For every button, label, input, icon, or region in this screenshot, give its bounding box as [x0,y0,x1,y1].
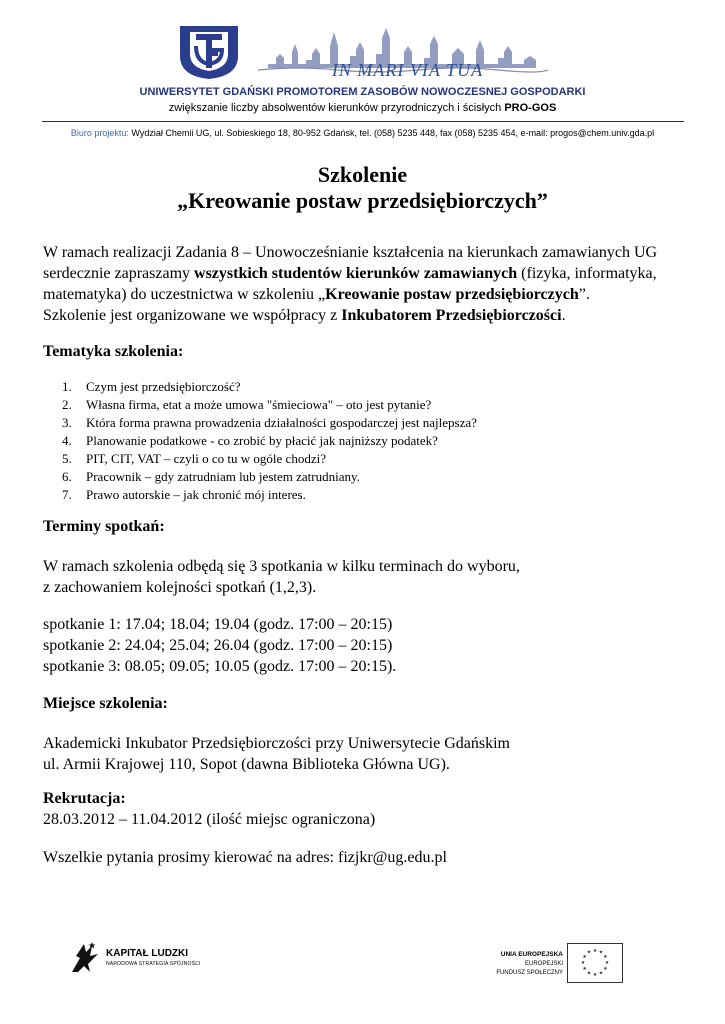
list-item-text: Planowanie podatkowe - co zrobić by płacić jak najniższy podatek? [86,433,438,448]
topics-heading: Tematyka szkolenia: [43,343,184,360]
svg-text:★: ★ [582,954,587,960]
list-item-number: 3. [62,415,72,430]
intro-bold: Inkubatorem Przedsiębiorczości [341,307,562,324]
project-subtitle [0,102,725,114]
list-item [62,486,477,504]
meeting-3: spotkanie 3: 08.05; 09.05; 10.05 (godz. 17:00 – 20:15). [43,658,397,675]
recruitment-heading: Rekrutacja: [43,790,126,807]
topics-list [62,378,477,504]
svg-text:★: ★ [582,966,587,972]
place-heading: Miejsce szkolenia: [43,695,168,712]
eu-fund-name: FUNDUSZ SPOŁECZNY [496,970,563,976]
svg-text:★: ★ [598,970,604,977]
svg-text:★: ★ [592,948,598,954]
intro-bold: Kreowanie postaw przedsiębiorczych [325,286,579,303]
training-name: „Kreowanie postaw przedsiębiorczych” [177,188,548,213]
place-line-1: Akademicki Inkubator Przedsiębiorczości przy Uniwersytecie Gdańskim [43,735,510,752]
office-label: Biuro projektu: [70,128,129,138]
kapital-ludzki-subtitle: NARODOWA STRATEGIA SPÓJNOŚCI [106,961,201,967]
list-item-number: 1. [62,379,72,394]
intro-line-2 [43,263,703,284]
document-title: Szkolenie [317,162,408,187]
meeting-1: spotkanie 1: 17.04; 18.04; 19.04 (godz. 17:00 – 20:15) [43,616,393,633]
list-item-text: Własna firma, etat a może umowa "śmieciowa" – oto jest pytanie? [86,397,432,412]
list-item-text: Która forma prawna prowadzenia działalności gospodarczej jest najlepsza? [86,415,477,430]
svg-text:★: ★ [604,960,610,966]
intro-text: ”. [578,286,590,303]
list-item-number: 5. [62,451,72,466]
list-item-text: Pracownik – gdy zatrudniam lub jestem zatrudniany. [86,469,360,484]
intro-line-3 [43,284,703,305]
project-office [0,128,725,138]
svg-text:★: ★ [592,972,598,978]
list-item [62,396,477,414]
header-divider [42,121,684,122]
intro-text: matematyka) do uczestnictwa w szkoleniu „ [43,286,326,303]
svg-text:★: ★ [586,949,592,956]
intro-line-1: W ramach realizacji Zadania 8 – Unowocześnianie kształcenia na kierunkach zamawianych UG [43,244,658,261]
intro-paragraph [43,242,703,326]
university-logo [176,22,242,80]
recruitment-dates: 28.03.2012 – 11.04.2012 (ilość miejsc ograniczona) [43,811,376,828]
svg-text:★: ★ [598,949,604,956]
intro-text: . [561,307,566,324]
list-item [62,414,477,432]
dates-intro-line-1: W ramach szkolenia odbędą się 3 spotkania w kilku terminach do wyboru, [43,558,520,575]
meeting-2: spotkanie 2: 24.04; 25.04; 26.04 (godz. 17:00 – 20:15) [43,637,393,654]
svg-text:★: ★ [586,970,592,977]
office-details: Wydział Chemii UG, ul. Sobieskiego 18, 80-952 Gdańsk, tel. (058) 5235 448, fax (058) 5235 454, e-mail: progos@chem.univ.gda.pl [131,128,655,138]
dates-heading: Terminy spotkań: [43,518,165,535]
eu-label: UNIA EUROPEJSKA [500,951,563,958]
kapital-ludzki-name: KAPITAŁ LUDZKI [106,948,189,959]
list-item-text: PIT, CIT, VAT – czyli o co tu w ogóle chodzi? [86,451,326,466]
project-acronym: PRO-GOS [504,102,557,114]
list-item [62,432,477,450]
list-item-text: Prawo autorskie – jak chronić mój interes. [86,487,306,502]
svg-text:★: ★ [603,954,608,960]
subtitle-text: zwiększanie liczby absolwentów kierunków przyrodniczych i ścisłych [168,102,502,114]
list-item [62,378,477,396]
list-item-number: 2. [62,397,72,412]
eu-flag-icon [567,943,623,983]
intro-text: serdecznie zapraszamy [43,265,195,282]
dates-intro-line-2: z zachowaniem kolejności spotkań (1,2,3). [43,579,317,596]
list-item-text: Czym jest przedsiębiorczość? [86,379,241,394]
list-item-number: 7. [62,487,72,502]
list-item-number: 6. [62,469,72,484]
intro-bold: wszystkich studentów kierunków zamawianych [194,265,518,282]
place-line-2: ul. Armii Krajowej 110, Sopot (dawna Biblioteka Główna UG). [43,756,450,773]
university-name: UNIWERSYTET GDAŃSKI PROMOTOREM ZASOBÓW NOWOCZESNEJ GOSPODARKI [139,86,586,98]
list-item-number: 4. [62,433,72,448]
list-item [62,450,477,468]
intro-text: (fizyka, informatyka, [517,265,657,282]
motto: IN MARI VIA TUA [331,60,484,80]
eu-fund-label: EUROPEJSKI [524,961,563,967]
contact-line: Wszelkie pytania prosimy kierować na adres: fizjkr@ug.edu.pl [43,849,447,866]
svg-text:★: ★ [603,966,608,972]
kapital-ludzki-logo [70,940,100,974]
intro-text: Szkolenie jest organizowane we współpracy z [43,307,342,324]
svg-text:★: ★ [580,960,586,966]
list-item [62,468,477,486]
intro-line-4 [43,305,703,326]
